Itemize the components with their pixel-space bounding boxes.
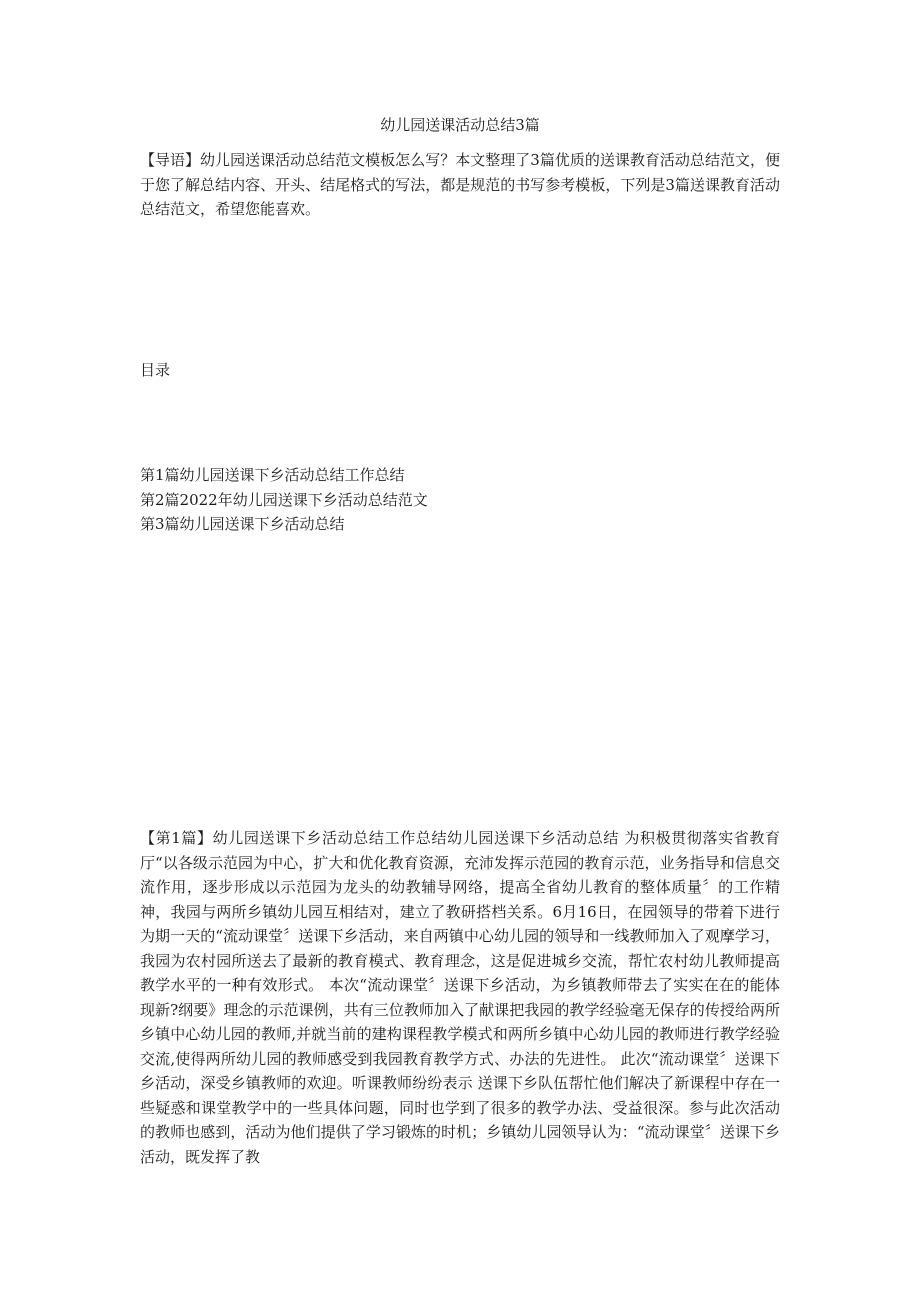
toc-list <box>140 463 428 537</box>
intro-paragraph: 【导语】幼儿园送课活动总结范文模板怎么写？本文整理了3篇优质的送课教育活动总结范文，便于您了解总结内容、开头、结尾格式的写法，都是规范的书写参考模板，下列是3篇送课教育活动总结范文，希望您能喜欢。 <box>140 151 780 218</box>
section-1-paragraph: 【第1篇】幼儿园送课下乡活动总结工作总结幼儿园送课下乡活动总结 为积极贯彻落实省教育厅“以各级示范园为中心，扩大和优化教育资源，充沛发挥示范园的教育示范，业务指导和信息交流作用，逐步形成以示范园为龙头的幼教辅导网络，提高全省幼儿教育的整体质量〞的工作精神，我园与两所乡镇幼儿园互相结对，建立了教研搭档关系。6月16日，在园领导的带着下进行为期一天的“流动课堂〞送课下乡活动，来自两镇中心幼儿园的领导和一线教师加入了观摩学习，我园为农村园所送去了最新的教育模式、教育理念，这是促进城乡交流，帮忙农村幼儿教师提高教学水平的一种有效形式。 本次“流动课堂〞送课下乡活动，为乡镇教师带去了实实在在的能体现新?纲要》理念的示范课例，共有三位教师加入了献课把我园的教学经验毫无保存的传授给两所乡镇中心幼儿园的教师,并就当前的建构课程教学模式和两所乡镇中心幼儿园的教师进行教学经验交流,使得两所幼儿园的教师感受到我园教育教学方式、办法的先进性。 此次“流动课堂〞送课下乡活动，深受乡镇教师的欢迎。听课教师纷纷表示 送课下乡队伍帮忙他们解决了新课程中存在一些疑惑和课堂教学中的一些具体问题，同时也学到了很多的教学办法、受益很深。参与此次活动的教师也感到，活动为他们提供了学习锻炼的时机；乡镇幼儿园领导认为：“流动课堂〞送课下乡活动，既发挥了教 <box>140 829 780 1166</box>
toc-item-1[interactable]: 第1篇幼儿园送课下乡活动总结工作总结 <box>140 466 405 484</box>
toc-item-2[interactable]: 第2篇2022年幼儿园送课下乡活动总结范文 <box>140 490 428 509</box>
document-title: 幼儿园送课活动总结3篇 <box>380 116 540 134</box>
toc-heading: 目录 <box>140 361 171 379</box>
toc-item-3[interactable]: 第3篇幼儿园送课下乡活动总结 <box>140 515 345 533</box>
